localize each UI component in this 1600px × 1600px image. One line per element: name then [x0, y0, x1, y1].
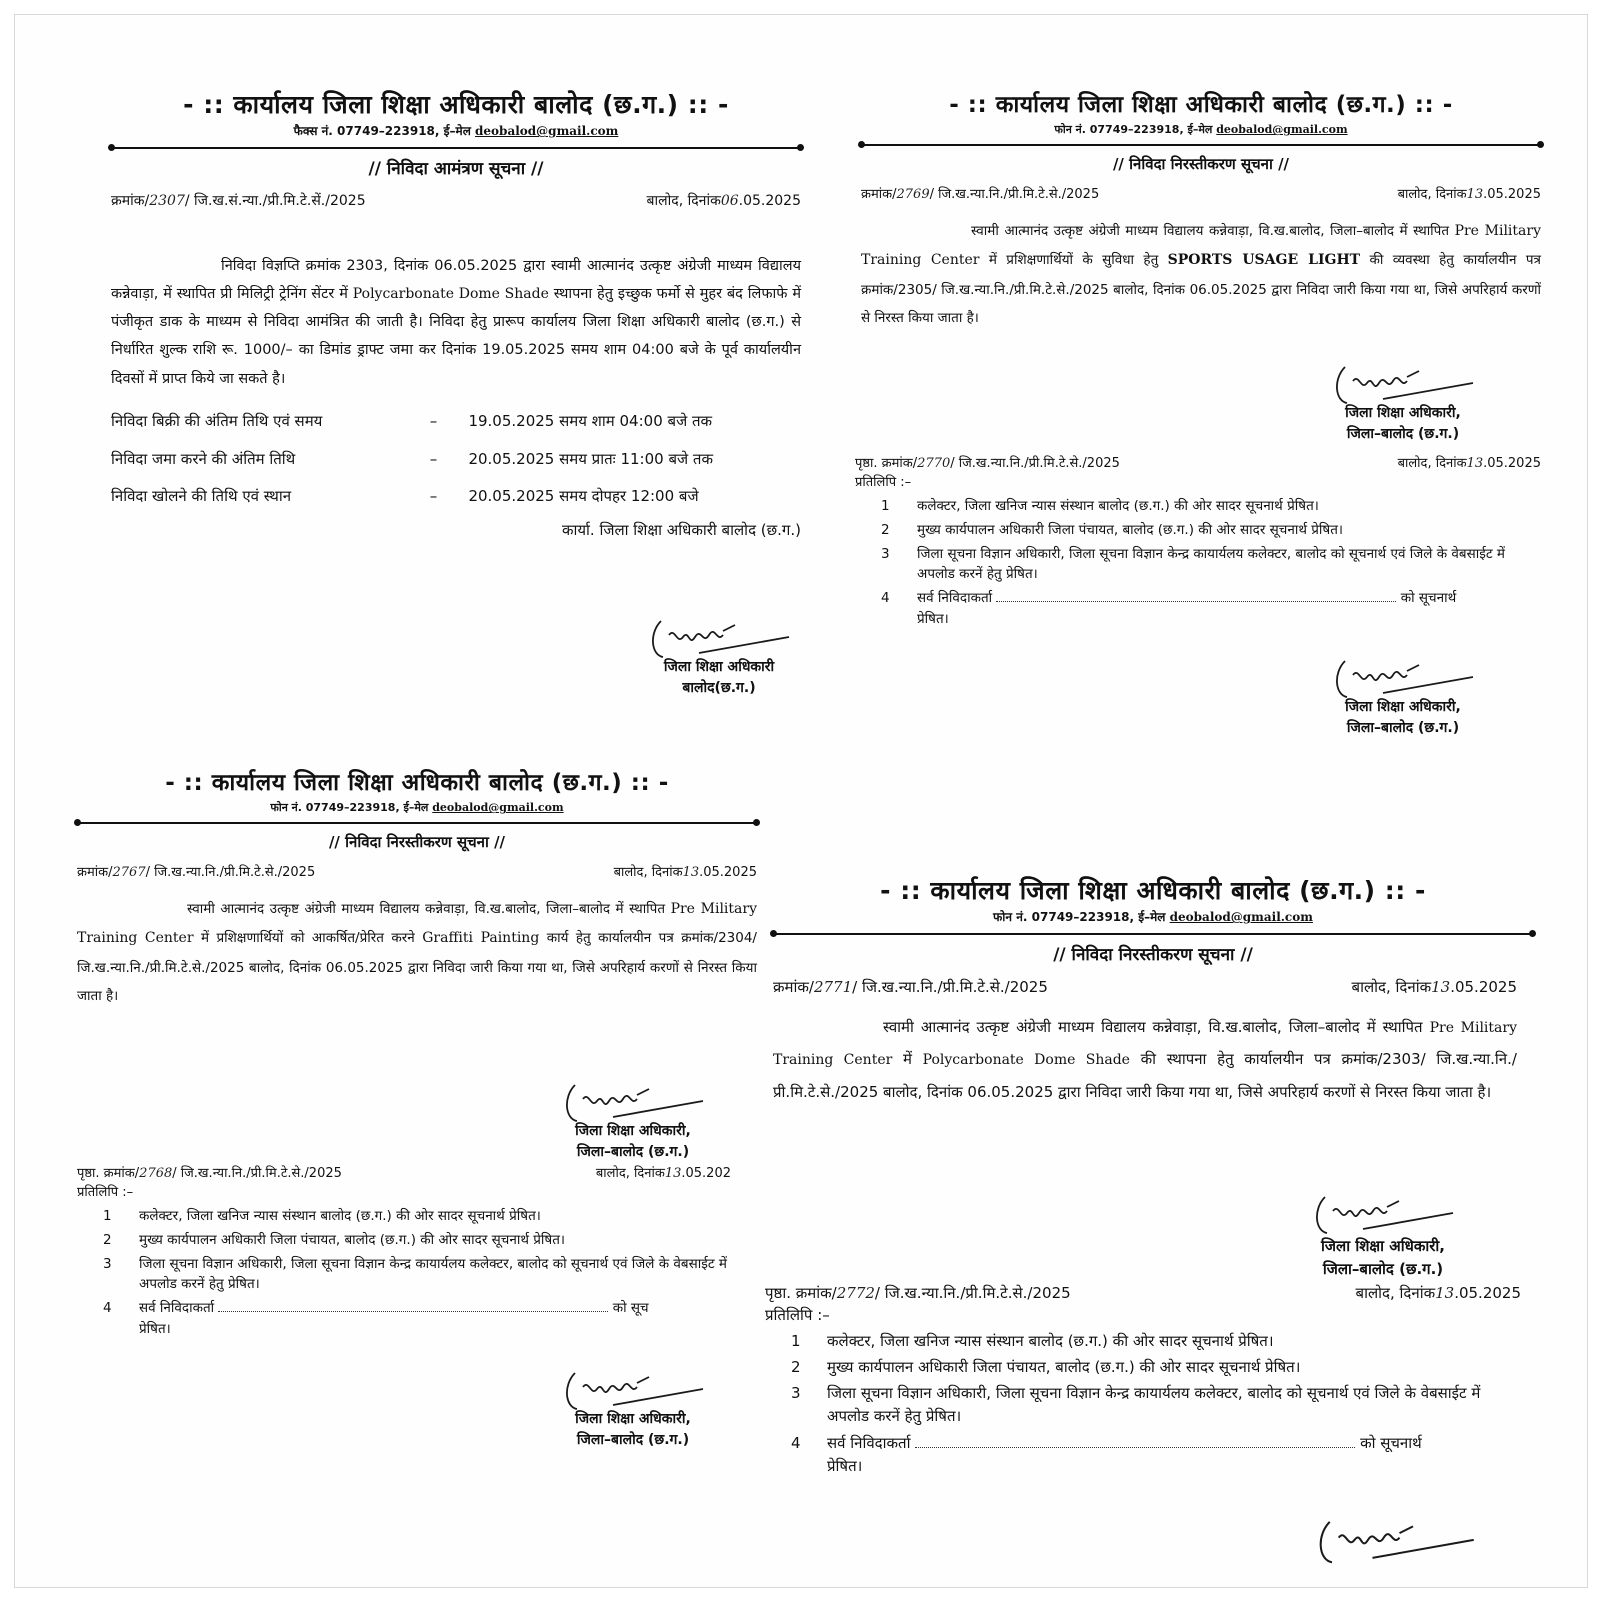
copy-heading: प्रतिलिपि :–	[765, 1305, 830, 1324]
signature-block: जिला शिक्षा अधिकारी, जिला–बालोद (छ.ग.)	[1283, 1189, 1483, 1280]
signature-block: जिला शिक्षा अधिकारी, जिला–बालोद (छ.ग.)	[543, 1367, 723, 1451]
notice-subject: // निविदा आमंत्रण सूचना //	[368, 158, 544, 179]
item-name: Polycarbonate Dome Shade	[922, 1052, 1130, 1069]
notice-subject: // निविदा निरस्तीकरण सूचना //	[1112, 155, 1290, 174]
signature-image	[553, 1367, 713, 1413]
office-email-link[interactable]: deobalod@gmail.com	[432, 801, 564, 815]
copy-heading: प्रतिलिपि :–	[855, 474, 912, 490]
list-item: 2 मुख्य कार्यपालन अधिकारी जिला पंचायत, बालोद (छ.ग.) की ओर सादर सूचनार्थ प्रेषित।	[881, 521, 1344, 538]
office-header-title: - :: कार्यालय जिला शिक्षा अधिकारी बालोद (छ.ग.) :: -	[880, 876, 1426, 905]
office-email-link[interactable]: deobalod@gmail.com	[1216, 123, 1348, 137]
office-contact: फोन नं. 07749–223918, ई–मेल deobalod@gmail.com	[1054, 123, 1348, 137]
document-sheet	[14, 14, 1588, 1588]
signature-image	[1323, 361, 1483, 407]
list-item: 3 जिला सूचना विज्ञान अधिकारी, जिला सूचना विज्ञान केन्द्र कायार्यलय कलेक्टर, बालोद को सूचनार्थ एवं जिले के वेबसाईट में अपलोड करनें हेतु प्रेषित।	[881, 545, 1505, 583]
reference-line: क्रमांक/2767/ जि.ख.न्या.नि./प्री.मि.टे.से./2025 बालोद, दिनांक13.05.2025	[77, 865, 757, 881]
signature-block: जिला शिक्षा अधिकारी, जिला–बालोद (छ.ग.)	[1313, 655, 1493, 739]
list-item: 4 सर्व निविदाकर्ता को सूचनार्थ प्रेषित।	[791, 1433, 1422, 1475]
item-name: SPORTS USAGE LIGHT	[1167, 252, 1361, 269]
office-header-title: - :: कार्यालय जिला शिक्षा अधिकारी बालोद (छ.ग.) :: -	[183, 90, 729, 119]
list-item: 3 जिला सूचना विज्ञान अधिकारी, जिला सूचना विज्ञान केन्द्र कायार्यलय कलेक्टर, बालोद को सूचनार्थ एवं जिले के वेबसाईट में अपलोड करनें हेतु प्रेषित।	[103, 1255, 727, 1293]
reference-line: क्रमांक/2307/ जि.ख.सं.न्या./प्री.मि.टे.सें./2025 बालोद, दिनांक06.05.2025	[111, 193, 801, 210]
cancellation-notice-graffiti	[77, 767, 757, 1010]
office-contact: फोन नं. 07749–223918, ई–मेल deobalod@gmail.com	[270, 801, 564, 815]
notice-subject: // निविदा निरस्तीकरण सूचना //	[328, 833, 506, 852]
copy-section: पृष्ठा. क्रमांक/2770/ जि.ख.न्या.नि./प्री.मि.टे.से./2025 बालोद, दिनांक13.05.2025 प्रतिलिपि :– 1 कलेक्टर, जिला खनिज न्यास संस्थान बालोद (छ.ग.) की ओर सादर सूचनार्थ प्रेषित। 2 मुख्य कार्यपालन अधिकारी जिला पंचायत, बालोद (छ.ग.) की ओर सादर सूचनार्थ प्रेषित। 3 जिला सूचना विज्ञान अधिकारी, जिला सूचना विज्ञान केन्द्र कायार्यलय कलेक्टर, बालोद को सूचनार्थ एवं जिले के वेबसाईट में अपलोड करनें हेतु प्रेषित। 4 सर्व निविदाकर्ता को सूचनार्थ प्रेषित।	[855, 455, 1541, 633]
handwritten-ref-number: 2772	[836, 1284, 875, 1302]
notice-body: स्वामी आत्मानंद उत्कृष्ट अंग्रेजी माध्यम विद्यालय कन्नेवाड़ा, वि.ख.बालोद, जिला–बालोद में स्थापित Pre Military Training Center में Polycarbonate Dome Shade की स्थापना हेतु कार्यालयीन पत्र क्रमांक/2303/ जि.ख.न्या.नि./प्री.मि.टे.से./2025 बालोद, दिनांक 06.05.2025 द्वारा निविदा जारी किया गया था, जिसे अपरिहार्य करणों से निरस्त किया जाता है।	[773, 1018, 1517, 1101]
header-divider	[773, 933, 1533, 935]
signature-block: जिला शिक्षा अधिकारी बालोद(छ.ग.)	[629, 615, 809, 699]
office-contact: फैक्स नं. 07749–223918, ई–मेल deobalod@gmail.com	[293, 124, 619, 139]
handwritten-ref-number: 2770	[917, 456, 951, 471]
copy-list	[855, 496, 1541, 631]
signature-image	[1323, 655, 1483, 701]
notice-subject: // निविदा निरस्तीकरण सूचना //	[1053, 944, 1253, 965]
office-header-title: - :: कार्यालय जिला शिक्षा अधिकारी बालोद (छ.ग.) :: -	[949, 92, 1453, 118]
handwritten-ref-number: 2771	[813, 978, 853, 997]
handwritten-date: 13	[682, 865, 700, 881]
notice-body: स्वामी आत्मानंद उत्कृष्ट अंग्रेजी माध्यम विद्यालय कन्नेवाड़ा, वि.ख.बालोद, जिला–बालोद में स्थापित Pre Military Training Center में प्रशिक्षणार्थियों को आकर्षित/प्रेरित करने Graffiti Painting कार्य हेतु कार्यालयीन पत्र क्रमांक/2304/जि.ख.न्या.नि./प्री.मि.टे.से./2025 बालोद, दिनांक 06.05.2025 द्वारा निविदा जारी किया गया था, जिसे अपरिहार्य करणों से निरस्त किया जाता है।	[77, 900, 757, 1004]
signature-block: जिला शिक्षा अधिकारी, जिला–बालोद (छ.ग.)	[543, 1079, 723, 1163]
office-contact: फोन नं. 07749–223918, ई–मेल deobalod@gmail.com	[993, 910, 1313, 925]
signature-block: जिला शिक्षा अधिकारी, जिला–बालोद (छ.ग.)	[1313, 361, 1493, 445]
schedule-row: निविदा जमा करने की अंतिम तिथि – 20.05.2025 समय प्रातः 11:00 बजे तक	[111, 449, 713, 468]
schedule-row: निविदा खोलने की तिथि एवं स्थान – 20.05.2025 समय दोपहर 12:00 बजे	[111, 487, 699, 506]
office-email-link[interactable]: deobalod@gmail.com	[475, 124, 619, 139]
tender-schedule-table	[111, 405, 801, 518]
notice-body: स्वामी आत्मानंद उत्कृष्ट अंग्रेजी माध्यम विद्यालय कन्नेवाड़ा, वि.ख.बालोद, जिला–बालोद में स्थापित Pre Military Training Center में प्रशिक्षणार्थियों के सुविधा हेतु SPORTS USAGE LIGHT की व्यवस्था हेतु कार्यालयीन पत्र क्रमांक/2305/ जि.ख.न्या.नि./प्री.मि.टे.से./2025 बालोद, दिनांक 06.05.2025 द्वारा निविदा जारी किया गया था, जिसे अपरिहार्य करणों से निरस्त किया जाता है।	[861, 222, 1542, 326]
copy-section: पृष्ठा. क्रमांक/2772/ जि.ख.न्या.नि./प्री.मि.टे.से./2025 बालोद, दिनांक13.05.2025 प्रतिलिपि :– 1 कलेक्टर, जिला खनिज न्यास संस्थान बालोद (छ.ग.) की ओर सादर सूचनार्थ प्रेषित। 2 मुख्य कार्यपालन अधिकारी जिला पंचायत, बालोद (छ.ग.) की ओर सादर सूचनार्थ प्रेषित। 3 जिला सूचना विज्ञान अधिकारी, जिला सूचना विज्ञान केन्द्र कायार्यलय कलेक्टर, बालोद को सूचनार्थ एवं जिले के वेबसाईट में अपलोड करनें हेतु प्रेषित। 4 सर्व निविदाकर्ता को सूचनार्थ प्रेषित।	[765, 1283, 1521, 1481]
cancellation-notice-sports-light	[861, 89, 1541, 332]
office-header-title: - :: कार्यालय जिला शिक्षा अधिकारी बालोद (छ.ग.) :: -	[165, 770, 669, 796]
handwritten-ref-number: 2307	[149, 193, 185, 210]
copy-section: पृष्ठा. क्रमांक/2768/ जि.ख.न्या.नि./प्री.मि.टे.से./2025 बालोद, दिनांक13.05.202 प्रतिलिपि :– 1 कलेक्टर, जिला खनिज न्यास संस्थान बालोद (छ.ग.) की ओर सादर सूचनार्थ प्रेषित। 2 मुख्य कार्यपालन अधिकारी जिला पंचायत, बालोद (छ.ग.) की ओर सादर सूचनार्थ प्रेषित। 3 जिला सूचना विज्ञान अधिकारी, जिला सूचना विज्ञान केन्द्र कायार्यलय कलेक्टर, बालोद को सूचनार्थ एवं जिले के वेबसाईट में अपलोड करनें हेतु प्रेषित। 4 सर्व निविदाकर्ता को सूच प्रेषित।	[77, 1165, 731, 1343]
list-item: 4 सर्व निविदाकर्ता को सूचनार्थ प्रेषित।	[881, 590, 1457, 628]
schedule-row: निविदा बिक्री की अंतिम तिथि एवं समय – 19.05.2025 समय शाम 04:00 बजे तक	[111, 411, 713, 430]
reference-line: क्रमांक/2771/ जि.ख.न्या.नि./प्री.मि.टे.से./2025 बालोद, दिनांक13.05.2025	[773, 978, 1517, 997]
signature-image	[553, 1079, 713, 1125]
handwritten-date: 13	[1431, 978, 1451, 997]
tender-invitation-notice	[111, 87, 801, 542]
cancellation-notice-dome-shade	[773, 873, 1533, 1108]
handwritten-ref-number: 2767	[112, 865, 146, 881]
tender-venue: कार्या. जिला शिक्षा अधिकारी बालोद (छ.ग.)	[561, 521, 801, 540]
header-divider	[77, 822, 757, 824]
signature-image	[1305, 1511, 1485, 1571]
copy-heading: प्रतिलिपि :–	[77, 1184, 134, 1200]
list-item: 2 मुख्य कार्यपालन अधिकारी जिला पंचायत, बालोद (छ.ग.) की ओर सादर सूचनार्थ प्रेषित।	[103, 1231, 566, 1248]
reference-line: क्रमांक/2769/ जि.ख.न्या.नि./प्री.मि.टे.से./2025 बालोद, दिनांक13.05.2025	[861, 187, 1541, 203]
copy-list	[765, 1330, 1521, 1479]
handwritten-date: 06	[720, 193, 739, 210]
list-item: 4 सर्व निविदाकर्ता को सूच प्रेषित।	[103, 1300, 649, 1338]
list-item: 1 कलेक्टर, जिला खनिज न्यास संस्थान बालोद (छ.ग.) की ओर सादर सूचनार्थ प्रेषित।	[791, 1331, 1274, 1350]
list-item: 1 कलेक्टर, जिला खनिज न्यास संस्थान बालोद (छ.ग.) की ओर सादर सूचनार्थ प्रेषित।	[881, 497, 1319, 514]
handwritten-date: 13	[1466, 187, 1484, 203]
notice-body: निविदा विज्ञप्ति क्रमांक 2303, दिनांक 06.05.2025 द्वारा स्वामी आत्मानंद उत्कृष्ट अंग्रेजी माध्यम विद्यालय कन्नेवाड़ा, में स्थापित प्री मिलिट्री ट्रेनिंग सेंटर में Polycarbonate Dome Shade स्थापना हेतु इच्छुक फर्मो से मुहर बंद लिफाफे में पंजीकृत डाक के माध्यम से निविदा आमंत्रित की जाती है। निविदा हेतु प्रारूप कार्यालय जिला शिक्षा अधिकारी बालोद (छ.ग.) से निर्धारित शुल्क राशि रू. 1000/– का डिमांड ड्राफ्ट जमा कर दिनांक 19.05.2025 समय शाम 04:00 बजे के पूर्व कार्यालयीन दिवसों में प्राप्त किये जा सकते है।	[111, 257, 801, 387]
item-name: Graffiti Painting	[422, 930, 540, 947]
handwritten-ref-number: 2768	[139, 1166, 173, 1181]
list-item: 2 मुख्य कार्यपालन अधिकारी जिला पंचायत, बालोद (छ.ग.) की ओर सादर सूचनार्थ प्रेषित।	[791, 1357, 1301, 1376]
signature-image	[639, 615, 799, 661]
list-item: 1 कलेक्टर, जिला खनिज न्यास संस्थान बालोद (छ.ग.) की ओर सादर सूचनार्थ प्रेषित।	[103, 1207, 541, 1224]
header-divider	[111, 147, 801, 149]
product-name: Polycarbonate Dome Shade	[352, 285, 549, 302]
handwritten-ref-number: 2769	[896, 187, 930, 203]
signature-image	[1303, 1189, 1463, 1239]
header-divider	[861, 144, 1541, 146]
copy-list	[77, 1206, 731, 1341]
list-item: 3 जिला सूचना विज्ञान अधिकारी, जिला सूचना विज्ञान केन्द्र कायार्यलय कलेक्टर, बालोद को सूचनार्थ एवं जिले के वेबसाईट में अपलोड करनें हेतु प्रेषित।	[791, 1384, 1481, 1426]
office-email-link[interactable]: deobalod@gmail.com	[1169, 910, 1313, 925]
